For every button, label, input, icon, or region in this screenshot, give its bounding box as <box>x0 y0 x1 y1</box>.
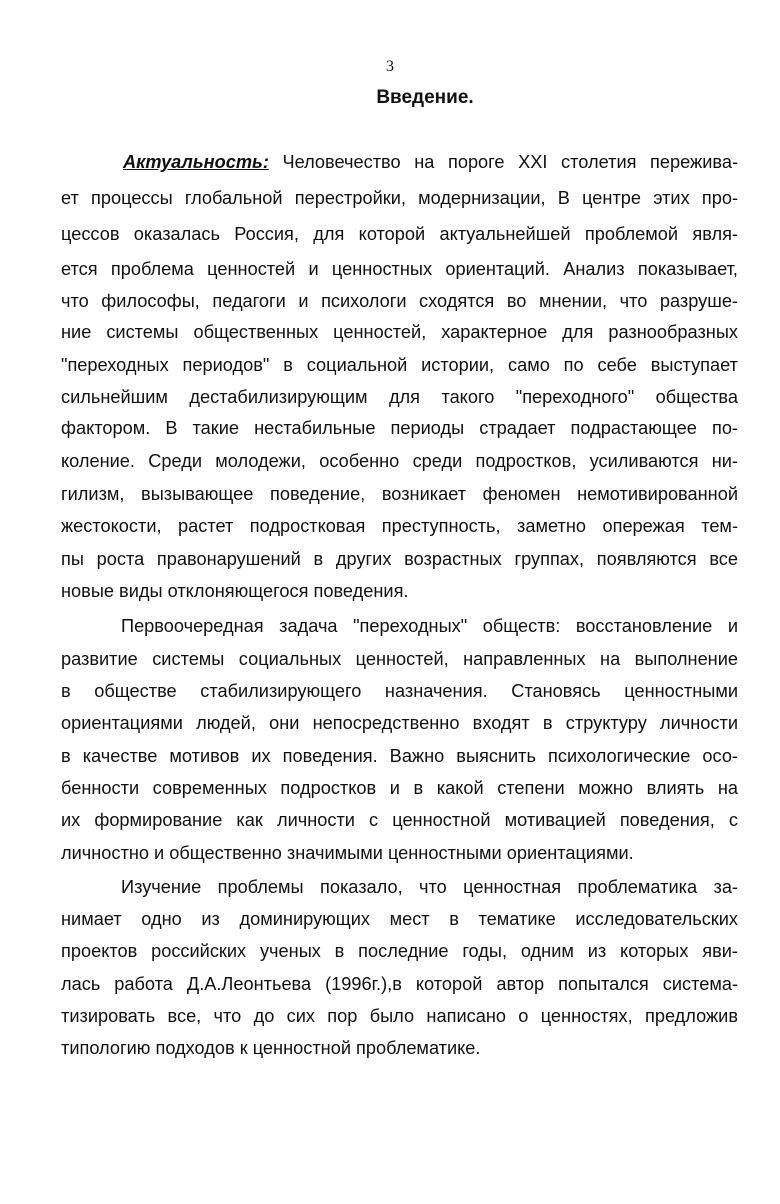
paragraph-line: лась работа Д.А.Леонтьева (1996г.),в которой автор попытался система- <box>61 974 738 994</box>
paragraph-line: Изучение проблемы показало, что ценностная проблематика за- <box>121 877 738 897</box>
paragraph-line: сильнейшим дестабилизирующим для такого "переходного" общества <box>61 387 738 407</box>
paragraph-line: гилизм, вызывающее поведение, возникает феномен немотивированной <box>61 484 738 504</box>
paragraph-line: пы роста правонарушений в других возрастных группах, появляются все <box>61 549 738 569</box>
paragraph-line: цессов оказалась Россия, для которой актуальнейшей проблемой явля- <box>61 224 738 244</box>
paragraph-line: в обществе стабилизирующего назначения. Становясь ценностными <box>61 681 738 701</box>
page-title: Введение. <box>376 87 474 108</box>
paragraph-line: проектов российских ученых в последние годы, одним из которых яви- <box>61 941 738 961</box>
paragraph-line: бенности современных подростков и в какой степени можно влиять на <box>61 778 738 798</box>
paragraph-line: ется проблема ценностей и ценностных ориентаций. Анализ показывает, <box>61 259 738 279</box>
paragraph-line: нимает одно из доминирующих мест в тематике исследовательских <box>61 909 738 929</box>
paragraph-line: тизировать все, что до сих пор было написано о ценностях, предложив <box>61 1006 738 1026</box>
paragraph-line: "переходных периодов" в социальной истории, само по себе выступает <box>61 355 738 375</box>
paragraph-line: личностно и общественно значимыми ценностными ориентациями. <box>61 843 634 863</box>
paragraph-line: Первоочередная задача "переходных" обществ: восстановление и <box>121 616 738 636</box>
paragraph-line: коление. Среди молодежи, особенно среди подростков, усиливаются ни- <box>61 451 738 471</box>
paragraph-line: их формирование как личности с ценностной мотивацией поведения, с <box>61 810 738 830</box>
paragraph-line: ет процессы глобальной перестройки, модернизации, В центре этих про- <box>61 188 738 208</box>
page-number: 3 <box>386 58 394 75</box>
paragraph-line: жестокости, растет подростковая преступность, заметно опережая тем- <box>61 516 738 536</box>
paragraph-line: фактором. В такие нестабильные периоды страдает подрастающее по- <box>61 418 738 438</box>
paragraph-line: ние системы общественных ценностей, характерное для разнообразных <box>61 322 738 342</box>
paragraph-line: Актуальность: Человечество на пороге XXI столетия пережива- <box>123 152 738 172</box>
section-term: Актуальность: <box>123 152 269 172</box>
paragraph-line: в качестве мотивов их поведения. Важно выяснить психологические осо- <box>61 746 738 766</box>
paragraph-line: ориентациями людей, они непосредственно входят в структуру личности <box>61 713 738 733</box>
paragraph-line: новые виды отклоняющегося поведения. <box>61 581 409 601</box>
paragraph-line: что философы, педагоги и психологи сходятся во мнении, что разруше- <box>61 291 738 311</box>
paragraph-line: типологию подходов к ценностной проблематике. <box>61 1038 481 1058</box>
paragraph-line: развитие системы социальных ценностей, направленных на выполнение <box>61 649 738 669</box>
